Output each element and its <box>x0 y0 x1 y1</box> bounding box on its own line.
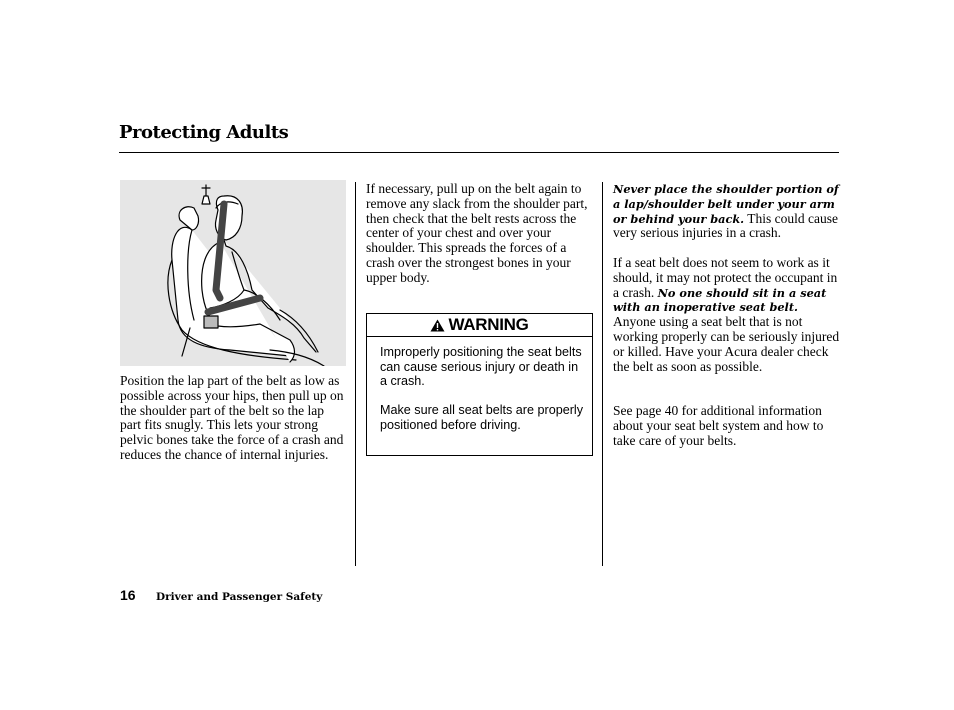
warning-paragraph: Make sure all seat belts are properly positioned before driving. <box>380 403 583 432</box>
col3-paragraph-2 <box>613 256 843 374</box>
col3-text: If a seat belt does not seem to work as it should, it may not protect the occupant in a crash. <box>613 255 838 300</box>
warning-label: WARNING <box>448 315 529 334</box>
warning-paragraph: Improperly positioning the seat belts can cause serious injury or death in a crash. <box>380 345 582 388</box>
column-divider <box>602 182 603 566</box>
page-number: 16 <box>120 587 136 603</box>
warning-box <box>366 313 593 456</box>
title-rule <box>119 152 839 153</box>
warning-body <box>380 345 585 432</box>
bold-italic-caution: No one should sit in a seat with an inoperative seat belt. <box>613 285 827 315</box>
col3-text: Anyone using a seat belt that is not working properly can be seriously injured or killed. Have your Acura dealer check the belt as soon as possible. <box>613 314 840 374</box>
column-divider <box>355 182 356 566</box>
col3-text: This could cause very serious injuries in a crash. <box>613 210 838 241</box>
warning-header <box>367 314 592 337</box>
col1-paragraph: Position the lap part of the belt as low as possible across your hips, then pull up on the shoulder part of the belt so the lap part fits snugly. This lets your strong pelvic bones take the force of a crash and reduces the chance of internal injuries. <box>120 373 344 462</box>
bold-italic-caution: Never place the shoulder portion of a lap/shoulder belt under your arm or behind your back. <box>613 182 839 226</box>
col3-paragraph-3: See page 40 for additional information about your seat belt system and how to take care of your belts. <box>613 403 824 448</box>
warning-triangle-icon <box>430 319 445 332</box>
col3-paragraph-1 <box>613 182 843 241</box>
page-title: Protecting Adults <box>119 122 289 143</box>
seated-adult-seatbelt-illustration <box>120 180 346 366</box>
footer-section-title: Driver and Passenger Safety <box>156 591 323 603</box>
col2-paragraph: If necessary, pull up on the belt again to remove any slack from the shoulder part, then check that the belt rests across the center of your chest and over your shoulder. This spreads the forces of a crash over the strongest bones in your upper body. <box>366 181 588 285</box>
